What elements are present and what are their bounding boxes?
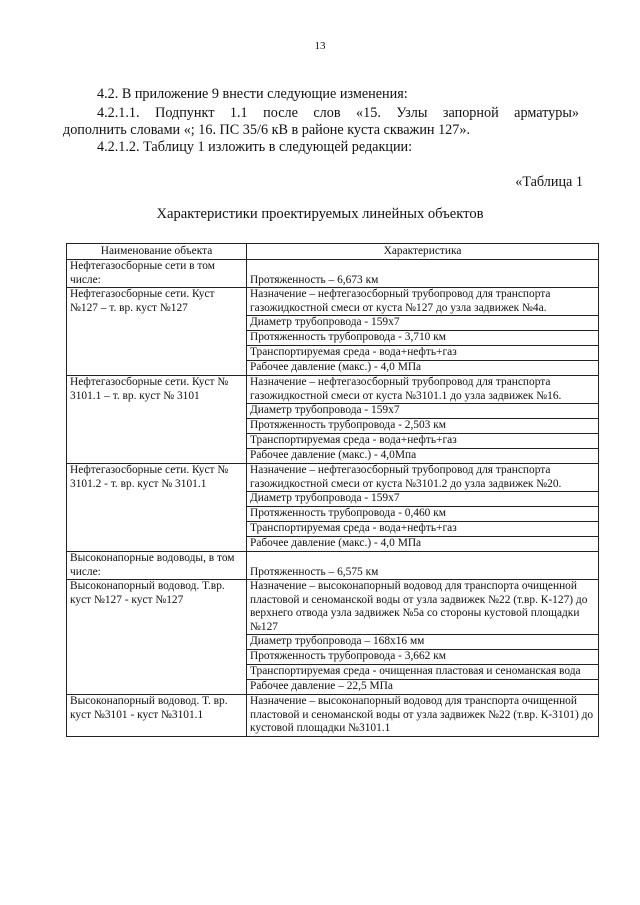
table-body [67,260,599,737]
header-object-name: Наименование объекта [67,244,247,260]
table-row [67,695,599,737]
paragraph-4-2-1-1-line1: 4.2.1.1. Подпункт 1.1 после слов «15. Узлы запорной арматуры» [97,105,579,121]
characteristic-cell: Транспортируемая среда - вода+нефть+газ [247,434,599,449]
characteristic-cell: Рабочее давление – 22,5 МПа [247,680,599,695]
paragraph-4-2-1-1-line2: дополнить словами «; 16. ПС 35/6 кВ в районе куста скважин 127». [63,122,470,138]
paragraph-4-2-1-2: 4.2.1.2. Таблицу 1 изложить в следующей редакции: [97,139,413,155]
characteristic-cell: Протяженность трубопровода - 0,460 км [247,507,599,522]
object-name-cell: Высоконапорный водовод. Т.вр. куст №127 - куст №127 [67,580,247,695]
table-row [67,464,599,492]
characteristic-cell: Транспортируемая среда - вода+нефть+газ [247,346,599,361]
characteristic-cell: Диаметр трубопровода - 159х7 [247,492,599,507]
object-name-cell: Нефтегазосборные сети. Куст №127 – т. вр. куст №127 [67,288,247,376]
characteristic-cell: Протяженность трубопровода - 3,662 км [247,650,599,665]
characteristic-cell: Протяженность трубопровода - 2,503 км [247,419,599,434]
table-row [67,288,599,316]
characteristic-cell: Протяженность – 6,673 км [247,260,599,288]
characteristic-cell: Назначение – высоконапорный водовод для транспорта очищенной пластовой и сеноманской воды от узла задвижек №22 (т.вр. К-127) до верхнего отвода узла задвижек №5а со стороны кустовой площадки №127 [247,580,599,635]
characteristic-cell: Транспортируемая среда - очищенная пластовая и сеноманская вода [247,665,599,680]
characteristic-cell: Диаметр трубопровода - 159х7 [247,404,599,419]
characteristic-cell: Рабочее давление (макс.) - 4,0 МПа [247,361,599,376]
table-title: Характеристики проектируемых линейных объектов [156,206,484,222]
paragraph-4-2: 4.2. В приложение 9 внести следующие изменения: [97,86,408,102]
table-row [67,376,599,404]
table-header-row [67,244,599,260]
page-number: 13 [314,40,326,52]
object-name-cell: Высоконапорные водоводы, в том числе: [67,552,247,580]
characteristic-cell: Назначение – нефтегазосборный трубопровод для транспорта газожидкостной смеси от куста №127 до узла задвижек №4а. [247,288,599,316]
header-characteristic: Характеристика [247,244,599,260]
table-row [67,552,599,580]
characteristic-cell: Диаметр трубопровода - 159х7 [247,316,599,331]
characteristic-cell: Рабочее давление (макс.) - 4,0 МПа [247,537,599,552]
characteristic-cell: Диаметр трубопровода – 168х16 мм [247,635,599,650]
table-label: «Таблица 1 [515,174,583,190]
table-row [67,580,599,635]
object-name-cell: Высоконапорный водовод. Т. вр. куст №3101 - куст №3101.1 [67,695,247,737]
table-row [67,260,599,288]
characteristic-cell: Назначение – нефтегазосборный трубопровод для транспорта газожидкостной смеси от куста №3101.2 до узла задвижек №20. [247,464,599,492]
object-name-cell: Нефтегазосборные сети в том числе: [67,260,247,288]
object-name-cell: Нефтегазосборные сети. Куст № 3101.2 - т. вр. куст № 3101.1 [67,464,247,552]
characteristic-cell: Назначение – высоконапорный водовод для транспорта очищенной пластовой и сеноманской воды от узла задвижек №22 (т.вр. К-3101) до кустовой площадки №3101.1 [247,695,599,737]
characteristic-cell: Протяженность трубопровода - 3,710 км [247,331,599,346]
characteristic-cell: Назначение – нефтегазосборный трубопровод для транспорта газожидкостной смеси от куста №3101.1 до узла задвижек №16. [247,376,599,404]
characteristic-cell: Протяженность – 6,575 км [247,552,599,580]
characteristic-cell: Рабочее давление (макс.) - 4,0Мпа [247,449,599,464]
objects-table [66,243,599,737]
object-name-cell: Нефтегазосборные сети. Куст № 3101.1 – т. вр. куст № 3101 [67,376,247,464]
characteristic-cell: Транспортируемая среда - вода+нефть+газ [247,522,599,537]
